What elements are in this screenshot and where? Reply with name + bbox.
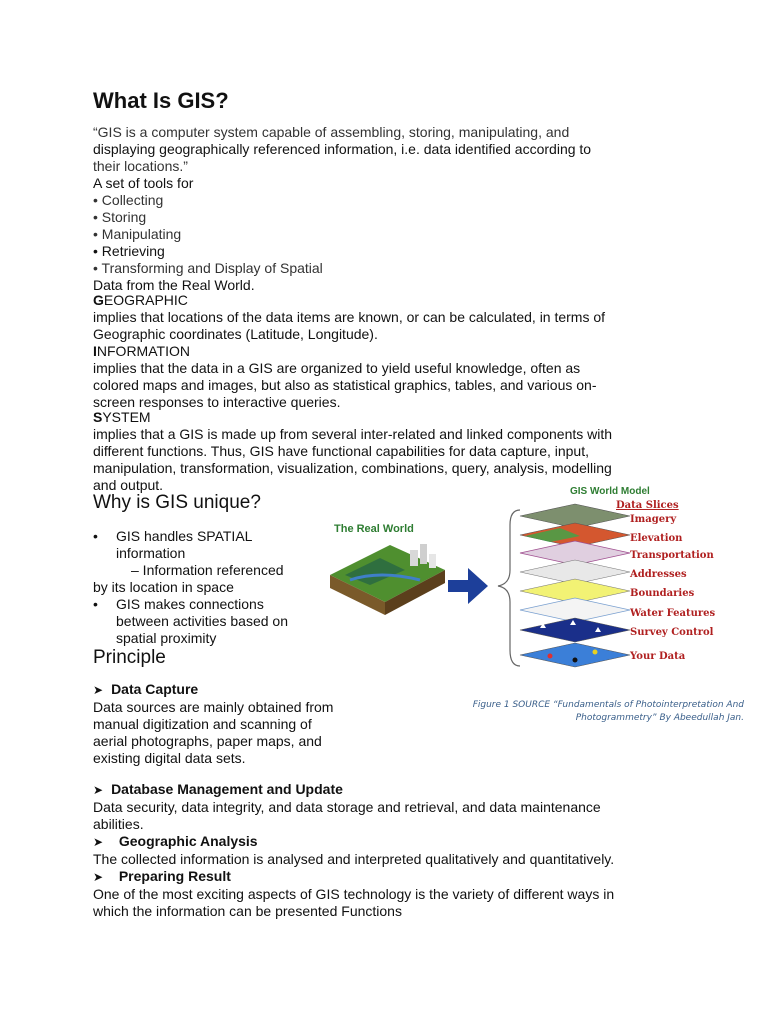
paragraph-line: Data security, data integrity, and data storage and retrieval, and data maintenance: [93, 799, 601, 815]
paragraph-line: Geographic coordinates (Latitude, Longitude).: [93, 326, 378, 342]
system-heading: SYSTEM: [93, 409, 151, 425]
quote-line: displaying geographically referenced information, i.e. data identified according to: [93, 141, 592, 157]
paragraph-line: and output.: [93, 477, 164, 493]
paragraph-line: implies that locations of the data items are known, or can be calculated, in terms of: [93, 309, 606, 325]
paragraph-line: One of the most exciting aspects of GIS technology is the variety of different ways in: [93, 886, 615, 902]
list-item: • Storing: [93, 209, 147, 225]
layer-label: Survey Control: [630, 627, 714, 638]
real-world-terrain-image: [330, 544, 445, 615]
layer-label: Addresses: [630, 569, 687, 580]
data-capture-section: [93, 681, 333, 767]
paragraph-line: colored maps and images, but also as statistical graphics, tables, and various on-: [93, 377, 597, 393]
dbm-title: ➤ Database Management and Update: [93, 781, 343, 797]
geographic-section: [93, 292, 605, 343]
list-item: • GIS makes connections between activities based on spatial proximity: [93, 596, 288, 646]
paragraph-line: abilities.: [93, 816, 144, 832]
dbm-section: [93, 781, 614, 920]
layer-label: Elevation: [630, 533, 683, 544]
bracket-icon: [498, 510, 520, 666]
sub-item: – Information referenced: [131, 562, 284, 578]
layer-label: Your Data: [630, 651, 686, 662]
tools-section: [93, 175, 323, 294]
paragraph-line: aerial photographs, paper maps, and: [93, 733, 322, 749]
list-item: • Collecting: [93, 192, 164, 208]
page-title: What Is GIS?: [93, 88, 229, 113]
gis-world-model-figure: [320, 480, 740, 680]
layer-stack: [520, 504, 630, 667]
result-title: ➤ Preparing Result: [93, 868, 231, 884]
unique-heading: Why is GIS unique?: [93, 492, 261, 513]
analysis-title: ➤ Geographic Analysis: [93, 833, 258, 849]
paragraph-line: existing digital data sets.: [93, 750, 246, 766]
sub-item: by its location in space: [93, 579, 234, 595]
paragraph-line: implies that a GIS is made up from several inter-related and linked components with: [93, 426, 613, 442]
arrow-icon: [448, 568, 488, 604]
principle-heading: Principle: [93, 647, 166, 668]
information-section: [93, 343, 597, 411]
list-item: • Manipulating: [93, 226, 182, 242]
paragraph-line: which the information can be presented Functions: [93, 903, 402, 919]
layer-label: Water Features: [630, 608, 716, 619]
quote-line: “GIS is a computer system capable of assembling, storing, manipulating, and: [93, 124, 570, 140]
paragraph-line: screen responses to interactive queries.: [93, 394, 341, 410]
paragraph-line: implies that the data in a GIS are organized to yield useful knowledge, often as: [93, 360, 581, 376]
model-title: GIS World Model: [570, 486, 650, 497]
slices-title: Data Slices: [616, 500, 679, 511]
information-heading: INFORMATION: [93, 343, 190, 359]
paragraph-line: manipulation, transformation, visualization, combinations, query, analysis, modelling: [93, 460, 612, 476]
list-item: • Retrieving: [93, 243, 165, 259]
data-capture-title: ➤ Data Capture: [93, 681, 199, 697]
figure-caption: Figure 1 SOURCE “Fundamentals of Photointerpretation And Photogrammetry” By Abeedullah Jan.: [472, 700, 744, 723]
real-world-label: The Real World: [334, 523, 414, 535]
tools-intro: A set of tools for: [93, 175, 194, 191]
paragraph-line: manual digitization and scanning of: [93, 716, 312, 732]
paragraph-line: The collected information is analysed and interpreted qualitatively and quantitatively.: [93, 851, 615, 867]
layer-label: Transportation: [630, 550, 714, 561]
list-item: • Transforming and Display of Spatial: [93, 260, 323, 276]
layer-label: Boundaries: [630, 588, 695, 599]
paragraph-line: Data sources are mainly obtained from: [93, 699, 334, 715]
list-item: • GIS handles SPATIAL information: [93, 528, 253, 561]
quote-line: their locations.”: [93, 158, 188, 174]
geographic-heading: GEOGRAPHIC: [93, 292, 188, 308]
gis-definition-quote: [93, 124, 591, 175]
tools-outro: Data from the Real World.: [93, 277, 255, 293]
paragraph-line: different functions. Thus, GIS have functional capabilities for data capture, input,: [93, 443, 590, 459]
unique-list: [93, 528, 288, 647]
layer-label: Imagery: [630, 514, 677, 525]
